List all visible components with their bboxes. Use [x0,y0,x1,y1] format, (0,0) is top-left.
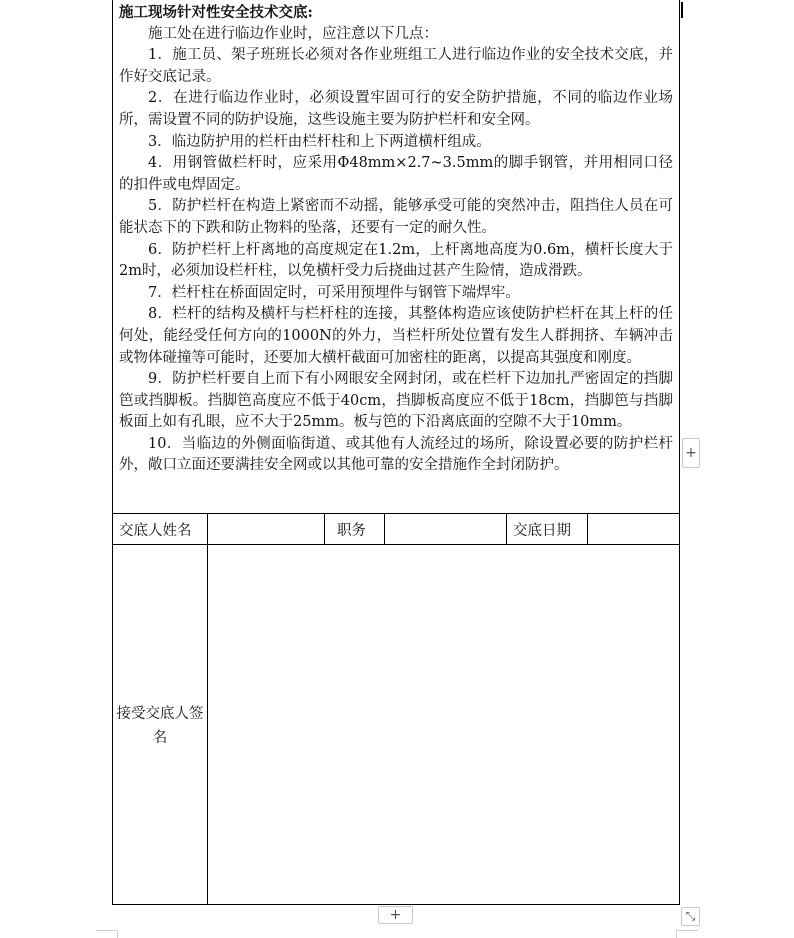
paragraph-1: 1．施工员、架子班班长必须对各作业班组工人进行临边作业的安全技术交底，并作好交底记录。 [119,47,673,85]
receiver-signature-label: 接受交底人签名 [116,706,204,746]
document-title: 施工现场针对性安全技术交底: [119,4,313,21]
briefing-date-label: 交底日期 [513,523,571,539]
paragraph-2: 2．在进行临边作业时，必须设置牢固可行的安全防护措施，不同的临边作业场所，需设置不同的防护设施，这些设施主要为防护栏杆和安全网。 [119,90,673,128]
paragraph-10: 10．当临边的外侧面临街道、或其他有人流经过的场所，除设置必要的防护栏杆外，敞口立面还要满挂安全网或以其他可靠的安全措施作全封闭防护。 [119,435,673,474]
column-divider-name [324,513,325,544]
text-cursor [681,2,683,18]
page-corner-left [117,930,118,938]
paragraph-intro: 施工处在进行临边作业时，应注意以下几点： [148,25,438,42]
add-column-button[interactable]: + [682,438,700,468]
page-edge-left [96,930,118,931]
page-edge-right [676,930,698,931]
briefing-date-cell[interactable] [588,514,679,544]
document-table [112,0,680,905]
paragraph-5: 5．防护栏杆在构造上紧密而不动摇，能够承受可能的突然冲击，阻挡住人员在可能状态下的下跌和防止物料的坠落，还要有一定的耐久性。 [119,198,673,236]
column-divider-position-value [506,513,507,544]
paragraph-8: 8．栏杆的结构及横杆与栏杆柱的连接，其整体构造应该使防护栏杆在其上杆的任何处，能经受任何方向的1000N的外力，当栏杆所处位置有发生人群拥挤、车辆冲击或物体碰撞等可能时，还要加大横杆截面可加密柱的距离，以提高其强度和刚度。 [119,306,673,366]
safety-briefing-content[interactable] [113,0,679,513]
paragraph-7: 7．栏杆柱在桥面固定时，可采用预埋件与钢管下端焊牢。 [148,284,520,301]
presenter-name-label: 交底人姓名 [119,523,192,539]
paragraph-6: 6．防护栏杆上杆离地的高度规定在1.2m，上杆离地高度为0.6m，横杆长度大于2m时，必须加设栏杆柱，以免横杆受力后挠曲过甚产生险情，造成滑跌。 [119,241,673,280]
presenter-name-cell[interactable] [208,514,324,544]
page-corner-right [676,930,677,938]
position-cell[interactable] [385,514,506,544]
receiver-signature-cell[interactable] [208,545,679,904]
add-row-button[interactable]: + [378,906,413,924]
paragraph-4: 4．用钢管做栏杆时，应采用Φ48mm×2.7~3.5mm的脚手钢管，并用相同口径的扣件或电焊固定。 [119,155,673,193]
paragraph-9: 9．防护栏杆要自上而下有小网眼安全网封闭，或在栏杆下边加扎严密固定的挡脚笆或挡脚板。挡脚笆高度应不低于40cm，挡脚板高度应不低于18cm，挡脚笆与挡脚板面上如有孔眼，应不大于25mm。板与笆的下沿离底面的空隙不大于10mm。 [119,371,673,431]
position-label: 职务 [337,523,366,539]
paragraph-3: 3．临边防护用的栏杆由栏杆柱和上下两道横杆组成。 [148,133,491,150]
resize-table-icon[interactable]: ⤡ [681,907,700,926]
